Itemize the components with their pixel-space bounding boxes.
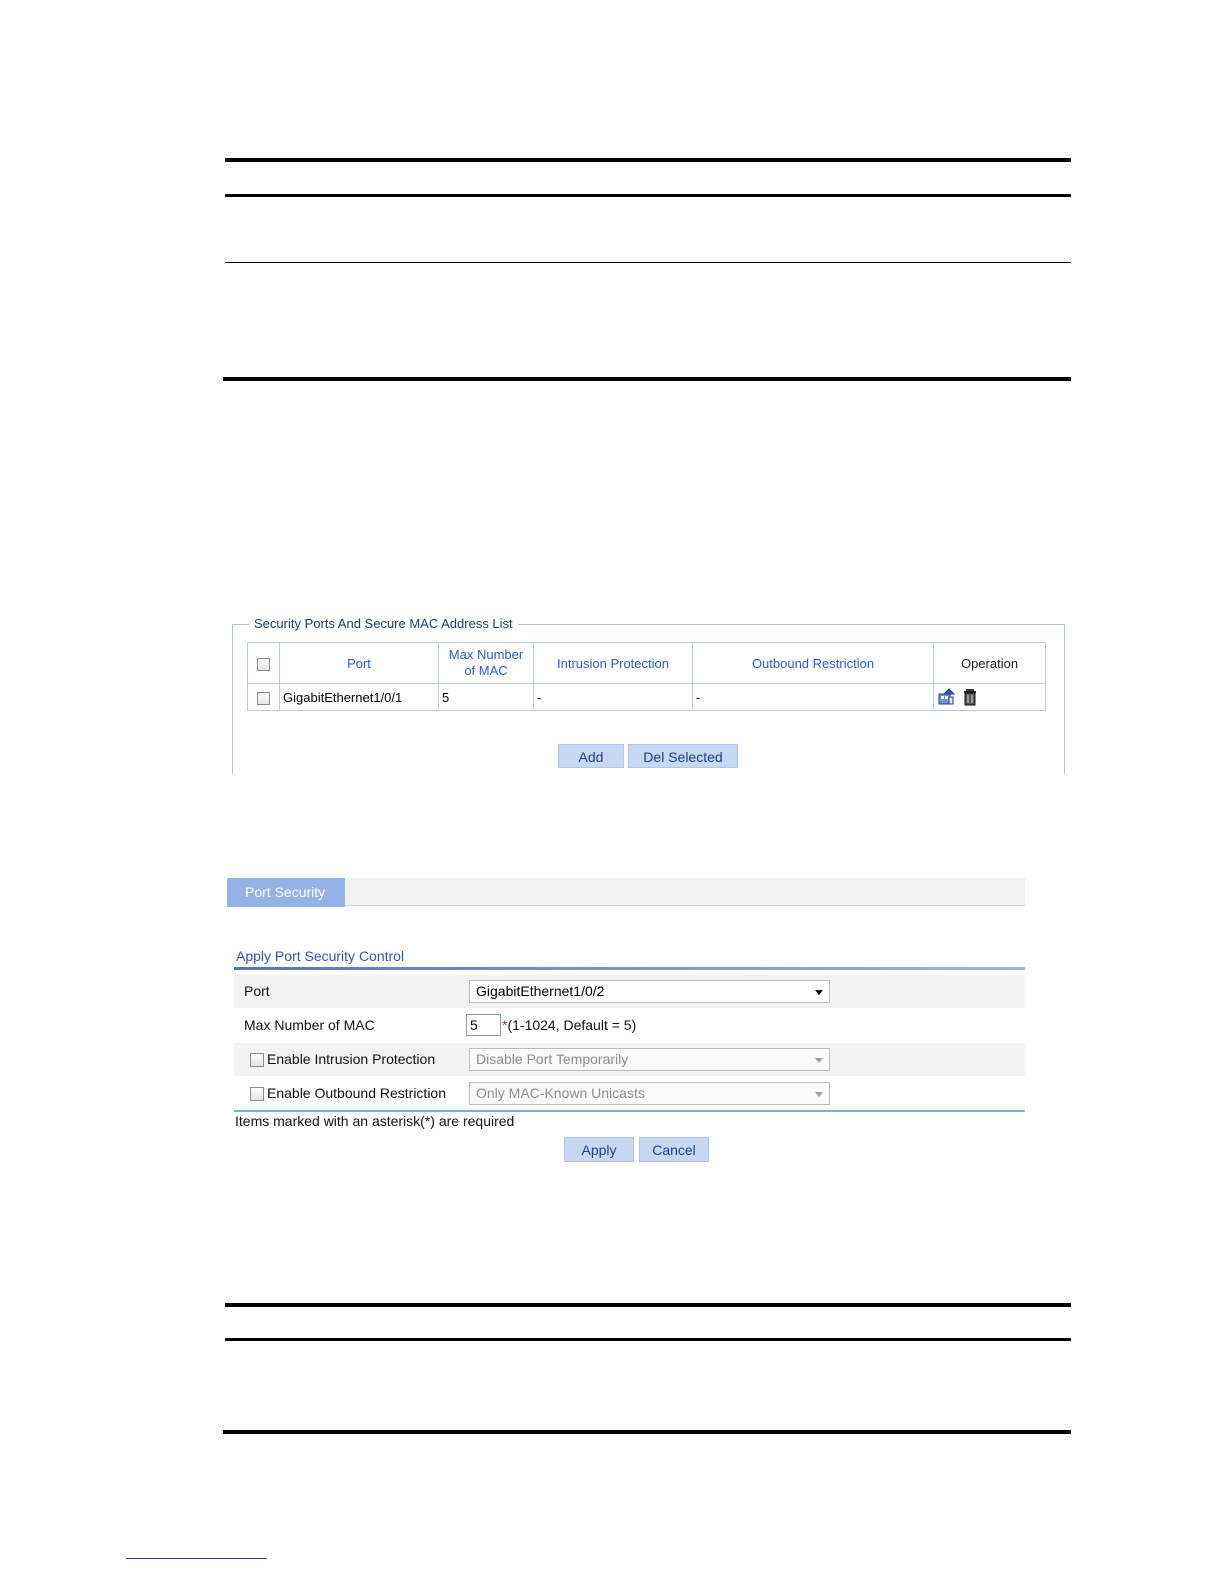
add-button[interactable]: Add	[558, 744, 624, 768]
del-selected-button[interactable]: Del Selected	[628, 744, 738, 768]
section-title: Apply Port Security Control	[236, 948, 405, 964]
required-note: Items marked with an asterisk(*) are required	[235, 1113, 515, 1129]
tab-port-security[interactable]: Port Security	[227, 878, 345, 907]
cancel-button[interactable]: Cancel	[639, 1137, 709, 1162]
port-row	[234, 975, 1025, 1008]
chevron-down-icon	[815, 1058, 823, 1063]
section-divider	[234, 967, 1025, 970]
cell-outbound: -	[693, 684, 934, 711]
row-select-cell	[248, 684, 280, 711]
apply-button[interactable]: Apply	[564, 1137, 634, 1162]
col-outbound[interactable]: Outbound Restriction	[693, 643, 934, 684]
doc-rule	[225, 194, 1071, 197]
delete-icon[interactable]	[963, 688, 977, 706]
col-operation: Operation	[934, 643, 1046, 684]
max-mac-hint: *(1-1024, Default = 5)	[502, 1017, 637, 1033]
outbound-select[interactable]	[469, 1082, 830, 1105]
doc-rule-bottom	[223, 377, 1071, 381]
max-mac-row	[234, 1009, 1025, 1042]
intrusion-select-value: Disable Port Temporarily	[476, 1051, 629, 1067]
cell-max-mac: 5	[439, 684, 534, 711]
port-label: Port	[244, 983, 270, 999]
max-mac-label: Max Number of MAC	[244, 1017, 375, 1033]
cell-port: GigabitEthernet1/0/1	[280, 684, 439, 711]
secure-port-table	[247, 642, 1046, 711]
select-all-cell	[248, 643, 280, 684]
chevron-down-icon	[815, 990, 823, 995]
chevron-down-icon	[815, 1092, 823, 1097]
table-row	[248, 684, 1046, 711]
form-divider	[234, 1110, 1025, 1112]
intrusion-label: Enable Intrusion Protection	[267, 1051, 436, 1067]
col-max-mac[interactable]: Max Number of MAC	[439, 643, 534, 684]
max-mac-input[interactable]: 5	[466, 1014, 501, 1036]
doc-rule-top-2	[225, 1303, 1071, 1307]
footnote-separator	[126, 1558, 267, 1559]
list-legend: Security Ports And Secure MAC Address List	[249, 616, 518, 631]
row-checkbox[interactable]	[257, 692, 270, 705]
doc-rule-2	[225, 1338, 1071, 1341]
intrusion-select[interactable]	[469, 1048, 830, 1071]
edit-icon[interactable]	[937, 688, 955, 706]
cell-operation	[934, 684, 1046, 711]
outbound-select-value: Only MAC-Known Unicasts	[476, 1085, 645, 1101]
table-header-row	[248, 643, 1046, 684]
select-all-checkbox[interactable]	[257, 658, 270, 671]
outbound-row	[234, 1077, 1025, 1110]
doc-rule-thin	[225, 262, 1071, 263]
port-select[interactable]	[469, 980, 830, 1003]
outbound-checkbox[interactable]	[250, 1087, 264, 1101]
col-port[interactable]: Port	[280, 643, 439, 684]
col-intrusion[interactable]: Intrusion Protection	[534, 643, 693, 684]
intrusion-checkbox[interactable]	[250, 1053, 264, 1067]
doc-rule-top	[225, 158, 1071, 162]
intrusion-row	[234, 1043, 1025, 1076]
outbound-label: Enable Outbound Restriction	[267, 1085, 446, 1101]
doc-rule-bottom-2	[223, 1430, 1071, 1434]
port-select-value: GigabitEthernet1/0/2	[476, 983, 605, 999]
tab-bar	[227, 878, 1025, 906]
cell-intrusion: -	[534, 684, 693, 711]
